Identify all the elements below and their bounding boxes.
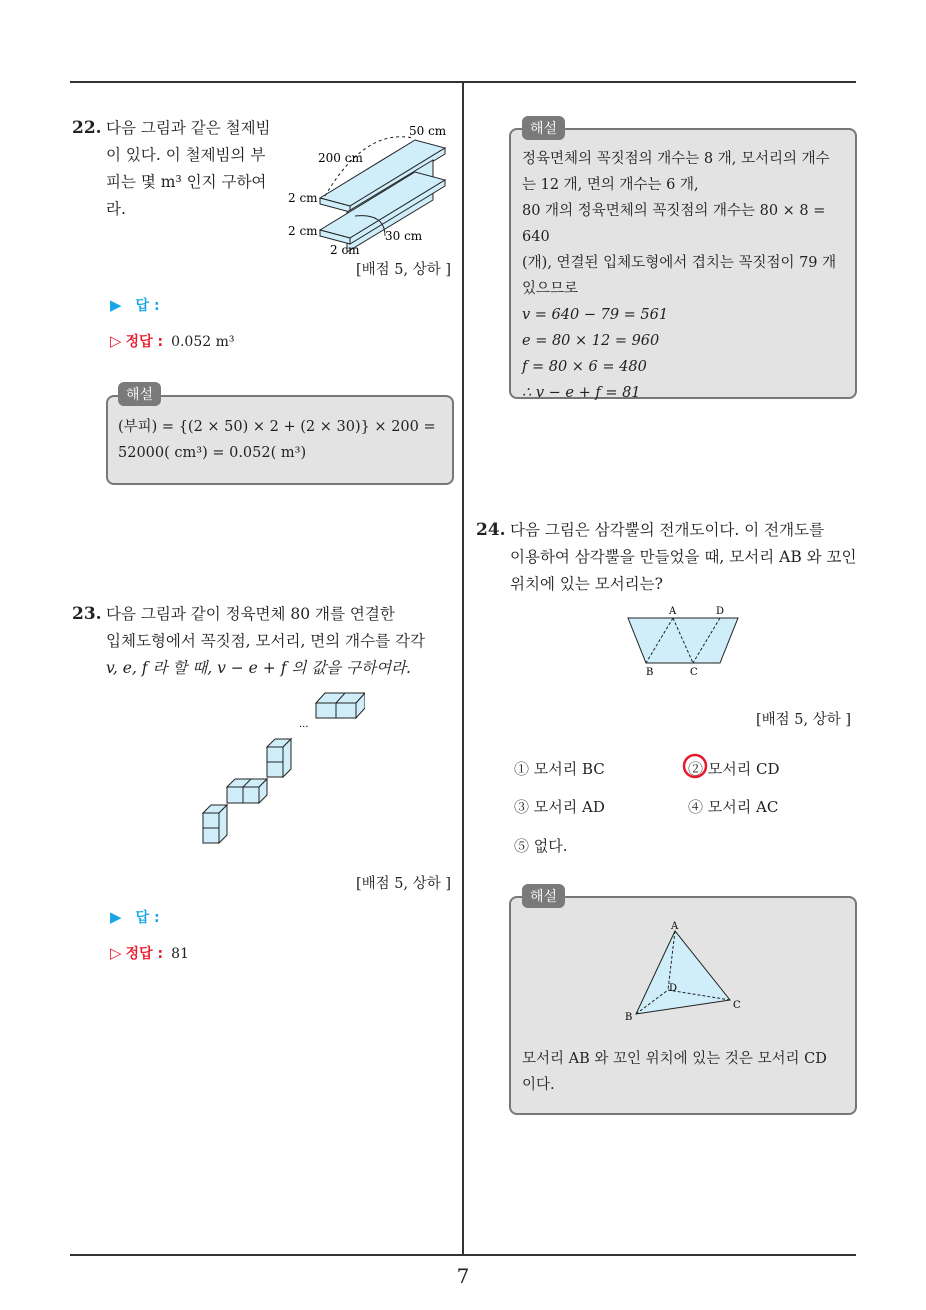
q23-correct-line (110, 943, 189, 963)
q22-answer-line (110, 295, 160, 315)
q22-label-2a: 2 cm (288, 191, 318, 205)
q23-score: [배점 5, 상하 ] (356, 876, 452, 892)
q24-choice-4[interactable]: ④ 모서리 AC (688, 798, 779, 816)
footer-rule (70, 1254, 856, 1256)
q24-choice-5[interactable]: ⑤ 없다. (514, 837, 568, 855)
q23-answer-line (110, 907, 160, 927)
q24-number: 24. (476, 520, 506, 540)
q22-correct-value: 0.052 m³ (171, 334, 235, 350)
q24-line-3: 위치에 있는 모서리는? (510, 575, 663, 593)
q22-label-50: 50 cm (409, 124, 447, 138)
q24-choice-1[interactable]: ① 모서리 BC (514, 760, 605, 778)
q24-pyr-label-C: C (733, 1000, 741, 1011)
q22-correct-label: 정답 : (125, 334, 164, 350)
q23-expl-line-3: 80 개의 정육면체의 꼭짓점의 개수는 80 × 8 = 640 (522, 203, 826, 245)
q24-net-label-B: B (646, 667, 654, 678)
red-circle-mark-icon (681, 752, 711, 782)
q23-number: 23. (72, 604, 102, 624)
q22-line-4: 라. (106, 200, 126, 218)
q22-text (106, 115, 271, 223)
q23-expl-line-9: ∴ v − e + f = 81 (522, 385, 641, 401)
q23-expl-line-7: e = 80 × 12 = 960 (522, 333, 660, 349)
q23-line-2: 입체도형에서 꼭짓점, 모서리, 면의 개수를 각각 (106, 632, 425, 650)
q23-correct-label: 정답 : (125, 946, 164, 962)
red-triangle-icon: ▷ (110, 944, 122, 962)
q23-expl-line-8: f = 80 × 6 = 480 (522, 359, 647, 375)
q22-score: [배점 5, 상하 ] (356, 262, 452, 278)
q24-pyramid-figure (620, 918, 750, 1026)
q23-expl-line-2: 는 12 개, 면의 개수는 6 개, (522, 177, 699, 193)
q23-expl-line-4: (개), 연결된 입체도형에서 겹치는 꼭짓점이 79 개 (522, 255, 837, 271)
q22-expl-line-2: 52000( cm³) = 0.052( m³) (118, 445, 307, 461)
q22-label-30: 30 cm (385, 229, 423, 243)
q23-cubes-figure (195, 685, 365, 850)
q23-expl-line-5: 있으므로 (522, 281, 579, 297)
q22-answer-label: 답 : (135, 298, 160, 314)
q24-pyr-label-B: B (625, 1012, 633, 1023)
q24-expl-line-2: 이다. (522, 1077, 555, 1093)
q22-expl-text (118, 414, 444, 466)
red-triangle-icon: ▷ (110, 332, 122, 350)
q22-number: 22. (72, 118, 102, 138)
q22-label-2c: 2 cm (330, 243, 360, 257)
q23-answer-label: 답 : (135, 910, 160, 926)
q22-ibeam-figure (285, 118, 460, 258)
blue-triangle-icon: ▶ (110, 908, 122, 926)
q23-ellipsis: ··· (299, 722, 309, 733)
q22-expl-tag: 해설 (118, 382, 161, 406)
q24-net-figure (620, 603, 750, 681)
q24-score: [배점 5, 상하 ] (756, 712, 852, 728)
q22-label-2b: 2 cm (288, 224, 318, 238)
q24-net-label-C: C (690, 667, 698, 678)
q23-expl-line-1: 정육면체의 꼭짓점의 개수는 8 개, 모서리의 개수 (522, 151, 830, 167)
q24-pyr-label-D: D (669, 983, 678, 994)
q24-line-2: 이용하여 삼각뿔을 만들었을 때, 모서리 AB 와 꼬인 (510, 548, 857, 566)
page-number: 7 (456, 1264, 470, 1288)
q22-expl-line-1: (부피) = {(2 × 50) × 2 + (2 × 30)} × 200 = (118, 419, 436, 435)
q22-label-200: 200 cm (318, 151, 363, 165)
q23-correct-value: 81 (171, 946, 189, 962)
q23-line-3: v, e, f 라 할 때, v − e + f 의 값을 구하여라. (106, 659, 411, 677)
column-divider (462, 82, 464, 1256)
q22-correct-line (110, 331, 235, 351)
q23-expl-line-6: v = 640 − 79 = 561 (522, 307, 669, 323)
q24-choice-2[interactable]: ② 모서리 CD (688, 760, 780, 778)
q24-line-1: 다음 그림은 삼각뿔의 전개도이다. 이 전개도를 (510, 521, 825, 539)
q24-expl-tag: 해설 (522, 884, 565, 908)
q24-expl-line-1: 모서리 AB 와 꼬인 위치에 있는 것은 모서리 CD (522, 1051, 827, 1067)
q22-line-3: 피는 몇 m³ 인지 구하여 (106, 173, 267, 191)
q24-choice-3[interactable]: ③ 모서리 AD (514, 798, 605, 816)
q23-line-1: 다음 그림과 같이 정육면체 80 개를 연결한 (106, 605, 395, 623)
q23-expl-tag: 해설 (522, 116, 565, 140)
q24-net-label-A: A (669, 606, 677, 617)
q24-pyr-label-A: A (671, 921, 679, 932)
q24-text (510, 517, 857, 598)
q22-line-1: 다음 그림과 같은 철제빔 (106, 119, 271, 137)
q23-text (106, 601, 425, 682)
q22-line-2: 이 있다. 이 철제빔의 부 (106, 146, 266, 164)
q24-expl-text (522, 1046, 848, 1098)
q23-expl-text (522, 146, 848, 406)
blue-triangle-icon: ▶ (110, 296, 122, 314)
q24-net-label-D: D (716, 606, 725, 617)
